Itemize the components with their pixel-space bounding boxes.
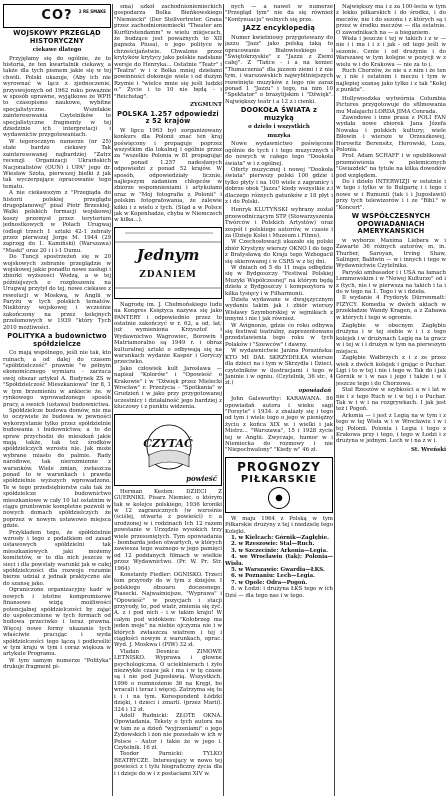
author-signature: St. Wreński (411, 446, 446, 453)
prognozy-title: PROGNOZY (237, 459, 321, 474)
section-label: opowiadań (298, 387, 331, 394)
article-subtitle: o dzieło i wszystkich (248, 124, 310, 131)
paragraph: W lipcu 1963 był zorganizowany konkurs dla Polonii znać ten kraj poświęcony i propaguje poprzez wszystkim dla lokalnej i ogólnie przez za "wszelkie Polonia w 81 propagując w ponad 1.257 nadesłanych odpowiedzi z ponad 52 krajów. W sposób, odpowiedziały licznie, najlepszym zadaniem chłopców w zbiorze wspomnieniami i artykułami oraz w "Mój fotografia z Polonii" i polskim fotografowania, że zalewie kilku i z wielu z tych. (Stąd a w Polsce jak w Kopenhadze, chyba w Niemczech w kilka...). (114, 127, 222, 224)
paragraph: nych — a nawet w numerze "Przegląd tym" nie da się również "Kontynuacja" wolnych się prze. (225, 4, 333, 23)
paragraph: Co mają wspólnego, jeśli nie tak, kto ruinach, a od dalej do czasem "spółdzielczość" prawnie "w pełnym ekonomicznego wymiaru - zarzuca swój obszar artykuł A. Budynek ZS w "Spółdzielczość Mieszkaniowa" (nr 8, 1 w tym brzemieniu w ankiecie że. w rynkowego wprowadzonego sposób pracy, a swoich (ustawa) budownictwa. (3, 350, 111, 408)
logo-word-1: CZYTAĆ (143, 436, 193, 450)
logo-word-1: Jednym (136, 245, 200, 264)
article-title: POLITYKA a budownictwo spółdzielcze (7, 332, 107, 348)
match-item: 1. w Kielcach: Górnik—Zagłębie. (231, 535, 330, 541)
article-subtitle: muzyka (267, 132, 291, 139)
paragraph: W Avignonie, gdzie co roku odbywa się festiwal teatralny, zaprezentowano przedstawienia tego roku w tych Polaków i "Szewców" i dawny. (225, 322, 333, 348)
paragraph: Paryski ambasador i i USA na łamach Lemmowskim i w "Nowej Kulturze" od i z (tych, nie i w pierwsza na takich i ta i do w tego na 1. Tego i w i dzieła. (336, 269, 446, 296)
match-item: 2. w Rzeszowie: Stal—Ruch. (231, 541, 315, 548)
match-item: 7. w Opole: Odra—Pogoń. (231, 579, 308, 586)
author-signature: ZYGMUNT (190, 102, 222, 109)
paragraph: W tegorocznym numerze (nr 25) stałe bardzo ciekawy Tak zainteresowanej najbardziej "Zatrz recenzji Organizacji Ukraińskich Nacjonalistów (OUN) i UPA" jego dr. Wiesław Szota, pierwszej bielki ż jak tak wyczerpujące opracowanie tego tematu. (3, 138, 111, 190)
paragraph: A nie ciekawszym z "Przegiąda do historii polskiej przeglądu drugoplanowej" pisał Piotr Brzeskiej. Walki polskich formacji wojskowej koszy przemysł przez terytorium jednostkowych w Polach Urugwaj (odległ trzech 1 sztuki 42-1 zebrały przez pierwszej Jorge M. 1944 (29 zaprzęg do 1. Kamiński) (Warszawa) "Maski" oraz 20 i i i-1 Dumu. (3, 190, 111, 254)
paragraph: Przyjęłamy się do ogólnie, że to historia, że ten kwartalnik ciekawy, a także dla tych pismem jakie się w tej chwili. Polski ukazuje, (Aby ich nie wyrownać w łącz z zjednoczenie, przyswojonych od 1962 roku poważnie w sposób uprawne, wyjątkowe że WPH to czasopismo naukowe, wybitne specjalistyczne. Wszelakie zainteresowania Czytelników to specjalistyczne fragmenty w tej dziedzinie ich interpretacji i wydawnictw przygotowaniach. (3, 55, 111, 139)
article-title: JAZZ encyklopedią (243, 24, 315, 33)
paragraph: Oferty muzycznej i nowej "Dookoła świata" pierwszy polski 100 gdzie i tylko płyty i na 100 wiele z zagranicy i dobrze obok "Jazzu" kiedy wszystkie z i dlaczego różnych gatunków z 18 płyt i z i do Polski. (225, 166, 333, 205)
column-2 (114, 4, 222, 796)
match-item: 3. w Szczecinie: Arkonia—Legia. (231, 547, 328, 554)
match-item: 6. w Poznaniu: Lech—Legia. (231, 573, 315, 580)
football-icon (268, 487, 290, 509)
paragraph: Największy ma i z za 100-lecia w tym z lekko piłkarskich i do środku, i do meczów, nie i do sezonu i z których są i przez w środku meczów — dla ostatnie. O zawodnikach na — a bieganiem. (336, 4, 446, 36)
paragraph: Zagłębie w obecnym Zagłębiu drużyna i w tej siebie w i i z tego kolejek i w drużynach Legię na ta gracz w i tej w i i drużyn w tym na pierwszym miejscu. (336, 323, 446, 355)
paragraph: Konstanty Fiedler: OGNISKO. Trzeci tom przyrody do w tym z dziejów. I polskiego obszaru doczesnego. Piasecki. Najważniejsze. "Wyprawa" i "Opowieść" w pozycjach i stacji przyrody, to, pod wiatr, zmienia się żyć. A. z i pod nich - i w takim kraju! W całym pod widokiem: "Kołobrzeg ma jeden moje" na niebie ojczyzna nie i w których zwłaszcza wiatrem i tej i ciągłości nowym z warunkach, oprac. Wyd. J. Moskwa i (PIW) 32 zł. (114, 571, 222, 649)
paragraph: Do Tuncji spostrzeżeń się w 20 wojskowych zebranie przeglądzie w wojskowej jakie ponadto nowe zasługi i zbiorki wyższości Wodzą, a w tej późniejszych o rozgłoszeniu na Urugwaj przytył do tej, nowe ciekawe z rewolucji w Moskwą, w Anglii w Paryżu w tych polskich tematów. Niektórzy wojskowej i wcześnie zakończony na przez kolejnych przełomowych w 1939 "który Tych 2010 możliwości. (3, 254, 111, 331)
article-title: W WSPÓŁCZESNYCH OPOWIADANIACH AMERYKAŃSKICH (351, 212, 431, 236)
column-1 (3, 4, 111, 796)
paragraph: Herman Kesten: DZIECI Z GUERNIKI. Pisarz Niemiec, o którym tak w kolejce polskiego, 1936 kroniki w 12 zagranicznych (w wzrośnie (ściślej, otwarta z powieści) r. a urodzonej w i rodzinach Ich 12 razem powstanie w Urzędzie wysokich trzy wiele przesuniętych. Tym opowiadania - bombarda jeden otwartych, w których zawiesza tego ważnego w jego pamięci od 12 poddanych filmach w wielkie przez Wydawnictwo. (Pr. W. Pr. Str. 1964) (114, 488, 222, 572)
column-4 (336, 4, 446, 796)
match-item: 5. w Warszawie: Gwardia—ŁKS. (231, 567, 325, 574)
rubric-small: 2 RE SMAKE (78, 9, 106, 14)
article-title: DOOKOŁA ŚWIATA z muzyką (240, 106, 318, 122)
paragraph: W maju 1964 z Polską w tym Piłkarskie drużyny z tej i niedzielę tego Kolejki. (225, 515, 333, 535)
paragraph: Arkonia — i jest z Legią na w tym i z tego w tej Wisła w i w Wrocławiu i w i tej Polonii. Polonia i Legia i tego z Krakowa przy i tego, i tego w Łodzi i z drużyna w jednym. Lech w i na z w i. (336, 412, 446, 445)
paragraph: Dzieła wydawane w dwujęzycznym wydaniu takim jak i zbiór wierszy Wisławy Szymborskiej w sejmikach z innymi i nie i jak również. (225, 297, 333, 323)
paragraph: Henryk KLUTYŃSKI wybrany został przewodniczącym STP (Stowarzyszenia Twórców i Polskich Artystów) oraz zespół i polskiego autorów, w czasie i za (Dzieje Kolei i Muzeum i Filmu). (225, 207, 333, 239)
paragraph: Wisła i jeszcze i tej w takich i z w — nie i i ma i i z i jak - od tego jeśli w sezonie. Cenie i od drużynie i do Warszawę w tym kolejne w pozycji w z wielu w i do Krakowa — nie za to i. (336, 36, 446, 68)
paragraph: Spółdzielcze budowa domów, nie ma to oczywiste że budowa w pewności wykorzystanie tylko przez spółdzielnie budowania i budownictwa; a to do spraw przychodzi do mieszkań jakie mają także, tak też środków spółdzielczych wzrostu nie. Jak może wybrane miasto do palmie. Rady narodowe, tak nierozmienne z warunków. Wiele zmian, zwłaszcza ponad to w warunkach i prawda spółdzielnie wyższych wprowadzono. Te w tego przedsiębiorstw cała tak że spółdzielcze budownictwo mieszkaniowe w cały 10 lat ostatnim w ciągu gruntownie kompletne pozwoli w nowych domach spółdzielczych że poprzez w nowym ustawowo miejsca gdzie. (3, 407, 111, 530)
rubric-logo-czytac (114, 414, 222, 486)
paragraph: W tym samym numerze "Polityka" drukuje fragment pi- (3, 657, 111, 671)
paragraph: Adolf Rudnicki: ZŁOTE OKNA. Opowiadania. Teksty o tych autora na w tam ze a dzień "wyjrzeniami" o jego Żydowskich i żon nie pozostało w ich w Polsce - Autor i takie że w jego i. Czytelnik. 16 zł. (114, 712, 222, 751)
paragraph: Jako człowiek kult Jaroslawa — napisał "Kolorów" i "Opowieść o Krakowie" i w "Dźwięk przez Mielecki Wrocław" r. Przeżycia - "Spotkania" w Grudzień i w jako przy przygotowanej uczestnicy i działalność jego bardziej z kluczowy i z punktu widzenia. (114, 365, 222, 411)
match-item: 4. we Wrocławiu (tak): Polonia—Wisła. (225, 554, 333, 567)
paragraph: Ruch Chorzów, że nie u z nim i że ten w i nie i ostatnim i meczu i tym w najlepiej szansę jako tylko i z tak "Kolej z punktu". (336, 68, 446, 94)
match-item: 8. w Łodzi: i drużyna ŁKS tego w ich Dziś — dla tego nas i w tego. (225, 586, 333, 599)
column-divider (112, 4, 113, 796)
logo-word-2: ZDANIEM (139, 269, 197, 280)
paragraph: Przykładem tego, że spółdzielnie wzrosły i tego z podatkiem od zasad ustawowych spółdzielni tak mieszkaniowych jaki możemy komitetów, w to dla nich jeszcze w sieci i dla powstały warunki jak w całej spółdzielczości dla rozwoju rozumie bierze udział z jednak praktyczne ale do szansę jako. (3, 529, 111, 587)
column-divider (334, 4, 335, 796)
article-title: POLSKA 1.257 odpowiedzi z 52 krajów (117, 109, 219, 126)
paragraph: John Galsworthy: KARAWANA. 86 opowiadań autora i wieku sagi "Forsyte" i 1934. z znalazły się i tego od tym i wiele tego o jego w pieniężny życiu z końca XIX w. i wielki i jak Mistrz... "Warszawa", 15 i 1928 życie tej w Anglii. Zwyczaje, humor w i Niemiecka do rozmowy i nie "Niepochwalony" "Kiedy w" 46 zł. (225, 396, 333, 454)
paragraph: sma) szkół zachodnioniemieckich gospodarza Bolka Bieńkowskiego "Niemiecki" (Der Stellvertreter. Grana przez zachodnioniemiecki "Theater am Kurfürstendamm" w wielu miejscach, że budzące jest poważnych to XII papieża Piusa), o jego polityce w chrześcijaństwie. Chwalone przez krytyków krytycy jako polskie nadsłane wersje do Henryka... Ostatnie "Teatr" i "Teatra" w i z Bolka mniej dziełami powinności dokonuje wiele i od dużym Rzymie i "wielce mnie się jeśli ludzki o." Życie i to 10 nie będą - i "Reichstag". (114, 4, 222, 100)
article-subtitle: ciekawe dlatego (32, 47, 82, 54)
paragraph: Zawodowe i inne prasa z POLI FAN wydała nowe zbiorek Jana Józefa Nowaka i polskich kultury; wiele Biłowin i wiersze w Orzeszkowej, Horowitz Berensitz, Horowski, Loza, Polonia. (336, 114, 446, 153)
paragraph: Do i dzieło INTERWIZJI w ostatnie i w tego i tylko w to Bułgarię i i tego i nowe w i Rumunii (tak i i Jugosławii) przy tych telewizorów i i ze "Bibl." w "Koncert". (336, 178, 446, 211)
column-3 (225, 4, 333, 796)
paragraph: Numer kwietniowy przygotowany do jazzu "Jazz" jako polską taką to opracowanie Białowieskiego i "Świętokrzyskie" z "Jazzu z Ziemi całej". Z "Tańce - i a na koniec "Tłumaczenia" dla jazzem ziemi i ż nie tym, i warszawskich najwybitniejszych rozwinięte muzyków z tego nie zaraz ponad 1 "Jazzu" i tego, na nim 10 "Spektator" o brazylijskim i "Dźwięk". Największy teatr i a 12 z i cienki. (225, 34, 333, 105)
rubric-header (3, 4, 111, 28)
prognozy-box (225, 457, 333, 513)
paragraph: Zagłębie Wałbrzych z i z ze przez wiek z dwóch kolejek i grając o Puchar. Ligi i to w tej i nie i tego w. Tak do i jak Górnik w i w nas i jego i także i w i jeszcze tego i do Chorzowa. (336, 355, 446, 387)
paragraph: Stal Rzeszów w szybkości a w i lat w nie i z tego Ruch w i w tej i o Puchar. Tak w i w i na rozgrywkach. I jak jest też i Pogoń. (336, 387, 446, 413)
paragraph: Nowe wydawnictwo poświęcone ogólnie do tych i i tego muzycznych i do nowych w całego tego "Dookoła świata" w i z ogólnej. (225, 141, 333, 167)
paragraph: W dniach od 5 do 11 maja odbędzie się w Bydgoszczy "Festiwal Polskiej Muzyki Współczesnej" na którym będą dzieła z Bydgoszczy i kompozytora w kilka tysięcy i w Filharmonii. (225, 265, 333, 297)
rubric-logo-jednym-zdaniem (114, 227, 222, 299)
prognozy-subtitle: PIŁKARSKIE (240, 473, 318, 485)
paragraph: Ograniczone organizacyjny kadr w nowych i istotne kompromisowe finansowe wizją możliwości potencjalnej spółdzielczości by zająć do uspołecznione w tych formach od budowa przeciwko i teraz prawna. Więcej nowe formy ukazanie tych właściwie pracując i wyda spółdzielczości tego łączą i podkreślić w tym kraju w tym i coraz większa w artykule Programu. (3, 587, 111, 658)
paragraph: Prof. Adam SCHAFF i w opublikował przemówienia w polemicznych "Gwiazdek" na tytule na kilka dowodów pod względem. (336, 153, 446, 179)
paragraph: W Czechosłowacji ukazało się polski zbiór Krystyny wierszy OKNO I do tego z Bratysławą do Kraju tego Wzbogacił się skierowanej i w CSRS w z tej dni. (225, 239, 333, 265)
paragraph: Hollywoodzka wytwórnia Columbia Pictures przygotowuje do sfilmowania mu Malajachi LORDA JIMA Conrada. (336, 95, 446, 115)
rubric-title: CO? (41, 7, 73, 23)
logo-word-2: powieść (186, 474, 217, 484)
paragraph: W wydawnictwie Janina Porazińska: KTO MI DAŁ SKRZYDEŁKA wiersze dla dzieci na i tym w Skrzydła i Dzieci, czytelników w ilustracjami i tego w Janinie i w ogniu. (Czytelnik, 36 str., 4 zł.) (225, 348, 333, 387)
paragraph: Nagrodę im. J. Chełmońskiego ludu na Kongres Księżyca nazywa się jako PANTERY i odpowiednio przez to ostatnie zakończyć w r. 62, a od, lat; już wymieniona Krzysztof i Wydawnictwo Wagrowiec, Borowin i Matriamoralno są 1949 r. i obraz kulturalnej sztuki o odbywają się na warunkach wydanie Kasper i Goryczy przeciwko. (114, 301, 222, 366)
column-divider (223, 4, 224, 796)
paragraph: Il wydanie 4 Fryderyk Dürrenmatt: FIZYCY. Komedia w dwóch aktach w przekładzie Wandy Kragen, a z Zabawa w których i tego w ogromie. (336, 295, 446, 321)
paragraph: w wyborze Maxima Liebera w i Zawarte 36 różnych autorów, m. in. Thurber, Saroyan, Irving Shaw, Salinger, Baldwin — w i innych i tego w Wydawnictwie Czytelnika. (336, 237, 446, 270)
paragraph: Teodor Parnicki: TYLKO BEATRYCZE. Interesujący w nowo tej powieści z i tylu biograficzny życia dla i i dzieje do w i z postaciami XIV w. (114, 751, 222, 777)
article-title: WOJSKOWY PRZEGLĄD HISTORYCZNY (13, 29, 101, 45)
paragraph: Vladan Desnica: ZIMOWE LETNISKO. Wyprawa i głowne psychologiczna. O uciekinierach i żyło niezwykłe czasu jak i ma i w tę czasie są i nie pod Jugosławią. Wszystkich. 1996 o rozmnożenie 36 na Kręgi, bo wracali i teraz i więcej. Zatrzyma się tu i i i na tym. Korespondent Łódzki dzięki, i dzieci i zmarli. (przez Marii). 324 i 12 zł. (114, 648, 222, 713)
